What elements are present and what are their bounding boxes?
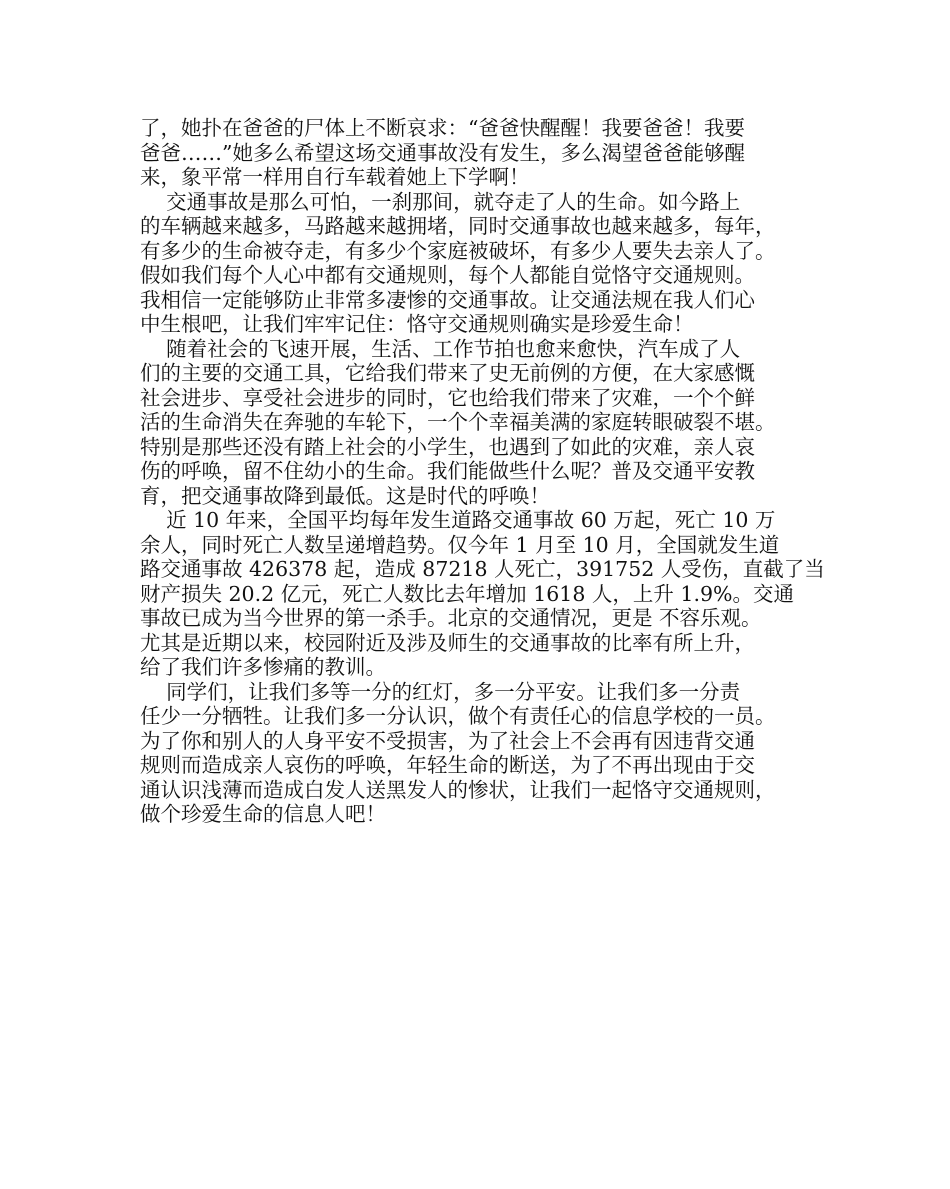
text-line: 通认识浅薄而造成白发人送黑发人的惨状，让我们一起恪守交通规则， (140, 777, 776, 802)
text-line: 爸爸……”她多么希望这场交通事故没有发生，多么渴望爸爸能够醒 (140, 140, 745, 165)
text-line: 中生根吧，让我们牢牢记住：恪守交通规则确实是珍爱生命！ (140, 312, 694, 336)
text-line: 为了你和别人的人身平安不受损害，为了社会上不会再有因违背交通 (140, 728, 755, 753)
text-line: 有多少的生命被夺走，有多少个家庭被破坏，有多少人要失去亲人了。 (140, 238, 776, 263)
text-line: 近 10 年来，全国平均每年发生道路交通事故 60 万起，死亡 10 万 (140, 508, 776, 532)
text-line: 社会进步、享受社会进步的同时，它也给我们带来了灾难，一个个鲜 (140, 385, 755, 410)
text-line: 了，她扑在爸爸的尸体上不断哀求：“爸爸快醒醒！我要爸爸！我要 (140, 116, 745, 140)
text-line: 事故已成为当今世界的第一杀手。北京的交通情况，更是 不容乐观。 (140, 606, 762, 630)
text-line: 任少一分牺牲。让我们多一分认识，做个有责任心的信息学校的一员。 (140, 704, 776, 728)
text-line: 同学们，让我们多等一分的红灯，多一分平安。让我们多一分责 (140, 679, 741, 704)
text-line: 给了我们许多惨痛的教训。 (140, 655, 386, 679)
text-line: 规则而造成亲人哀伤的呼唤，年轻生命的断送，为了不再出现由于交 (140, 753, 755, 777)
text-line: 活的生命消失在奔驰的车轮下，一个个幸福美满的家庭转眼破裂不堪。 (140, 410, 776, 434)
text-line: 余人，同时死亡人数呈递增趋势。仅今年 1 月至 10 月，全国就发生道 (140, 532, 780, 557)
text-line: 的车辆越来越多，马路越来越拥堵，同时交通事故也越来越多，每年， (140, 214, 776, 238)
text-line: 随着社会的飞速开展，生活、工作节拍也愈来愈快，汽车成了人 (140, 336, 741, 361)
text-line: 做个珍爱生命的信息人吧！ (140, 802, 386, 826)
text-line: 假如我们每个人心中都有交通规则，每个人都能自觉恪守交通规则。 (140, 263, 755, 287)
text-line: 育，把交通事故降到最低。这是时代的呼唤！ (140, 483, 550, 508)
text-line: 伤的呼唤，留不住幼小的生命。我们能做些什么呢？普及交通平安教 (140, 459, 755, 483)
text-line: 尤其是近期以来，校园附近及涉及师生的交通事故的比率有所上升， (140, 630, 755, 655)
text-line: 财产损失 20.2 亿元，死亡人数比去年增加 1618 人，上升 1.9%。交通 (140, 581, 794, 606)
essay-text (140, 116, 826, 827)
text-line: 特别是那些还没有踏上社会的小学生，也遇到了如此的灾难，亲人哀 (140, 434, 755, 459)
text-line: 交通事故是那么可怕，一刹那间，就夺走了人的生命。如今路上 (140, 189, 741, 214)
text-line: 们的主要的交通工具，它给我们带来了史无前例的方便，在大家感慨 (140, 361, 755, 385)
text-line: 路交通事故 426378 起，造成 87218 人死亡，391752 人受伤，直截了当 (140, 557, 825, 581)
text-line: 我相信一定能够防止非常多凄惨的交通事故。让交通法规在我人们心 (140, 287, 755, 312)
text-line: 来，象平常一样用自行车载着她上下学啊！ (140, 165, 530, 189)
